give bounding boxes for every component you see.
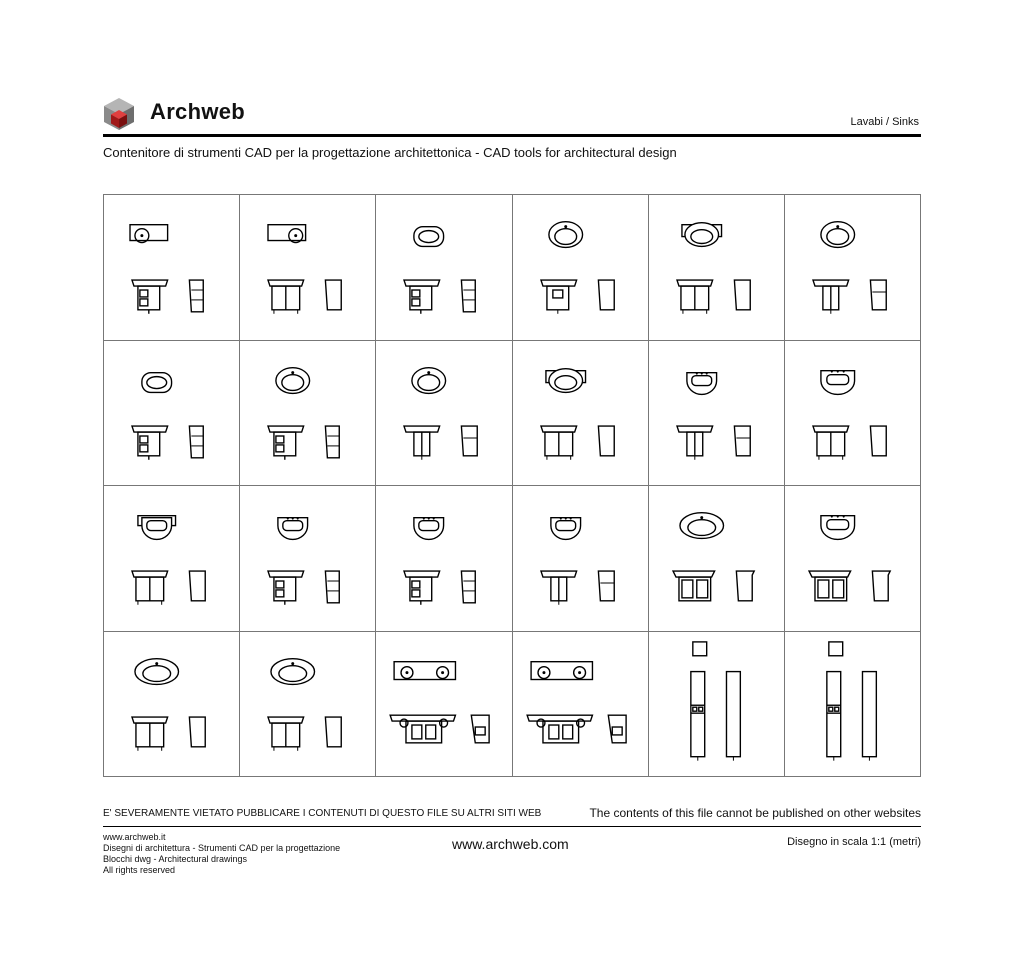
sink-block-21 <box>376 632 512 778</box>
sink-drawing <box>104 486 239 631</box>
sink-block-4 <box>513 195 649 341</box>
sink-drawing <box>376 341 511 486</box>
category-label: Lavabi / Sinks <box>850 116 919 128</box>
scale-note: Disegno in scala 1:1 (metri) <box>787 836 921 848</box>
copyright-notice-italian: E' SEVERAMENTE VIETATO PUBBLICARE I CONTENUTI DI QUESTO FILE SU ALTRI SITI WEB <box>103 808 542 819</box>
sink-block-24 <box>785 632 921 778</box>
sink-drawing <box>376 632 511 777</box>
sink-block-5 <box>649 195 785 341</box>
sink-drawing <box>785 486 920 631</box>
sink-block-3 <box>376 195 512 341</box>
footer-line-3: Blocchi dwg - Architectural drawings <box>103 854 248 864</box>
sink-block-2 <box>240 195 376 341</box>
sink-block-14 <box>240 486 376 632</box>
footer-site: www.archweb.it <box>103 832 166 842</box>
sink-block-11 <box>649 341 785 487</box>
footer-rule <box>103 826 921 827</box>
footer-url[interactable]: www.archweb.com <box>452 836 569 852</box>
sink-drawing <box>785 632 920 777</box>
header-rule <box>103 134 921 137</box>
sink-block-23 <box>649 632 785 778</box>
sink-drawing <box>785 195 920 340</box>
sink-drawing <box>649 195 784 340</box>
sink-drawing <box>649 632 784 777</box>
sink-drawing <box>376 195 511 340</box>
footer-line-2: Disegni di architettura - Strumenti CAD per la progettazione <box>103 843 341 853</box>
sink-block-13 <box>104 486 240 632</box>
sink-block-18 <box>785 486 921 632</box>
footer-rights: All rights reserved <box>103 865 176 875</box>
sink-drawing <box>240 632 375 777</box>
sink-drawing <box>240 341 375 486</box>
page-subtitle: Contenitore di strumenti CAD per la progettazione architettonica - CAD tools for architectural design <box>103 145 677 160</box>
sink-drawing <box>513 195 648 340</box>
sink-drawing <box>104 632 239 777</box>
sink-block-16 <box>513 486 649 632</box>
sink-drawing <box>649 486 784 631</box>
sink-drawing <box>240 486 375 631</box>
sink-block-22 <box>513 632 649 778</box>
sink-drawing <box>376 486 511 631</box>
sink-drawing <box>513 632 648 777</box>
sink-block-17 <box>649 486 785 632</box>
sink-drawing <box>785 341 920 486</box>
sink-drawing <box>240 195 375 340</box>
copyright-notice-english: The contents of this file cannot be published on other websites <box>589 806 921 820</box>
sink-block-10 <box>513 341 649 487</box>
sink-drawing <box>513 486 648 631</box>
sink-block-9 <box>376 341 512 487</box>
sink-drawing <box>649 341 784 486</box>
sink-block-6 <box>785 195 921 341</box>
sink-block-20 <box>240 632 376 778</box>
sink-block-12 <box>785 341 921 487</box>
sink-drawing <box>513 341 648 486</box>
sink-block-8 <box>240 341 376 487</box>
cad-block-grid <box>103 194 921 777</box>
sink-drawing <box>104 341 239 486</box>
sink-block-7 <box>104 341 240 487</box>
archweb-logo-icon <box>102 97 136 131</box>
sink-block-19 <box>104 632 240 778</box>
sink-drawing <box>104 195 239 340</box>
sink-block-1 <box>104 195 240 341</box>
brand-name: Archweb <box>150 99 246 124</box>
sink-block-15 <box>376 486 512 632</box>
